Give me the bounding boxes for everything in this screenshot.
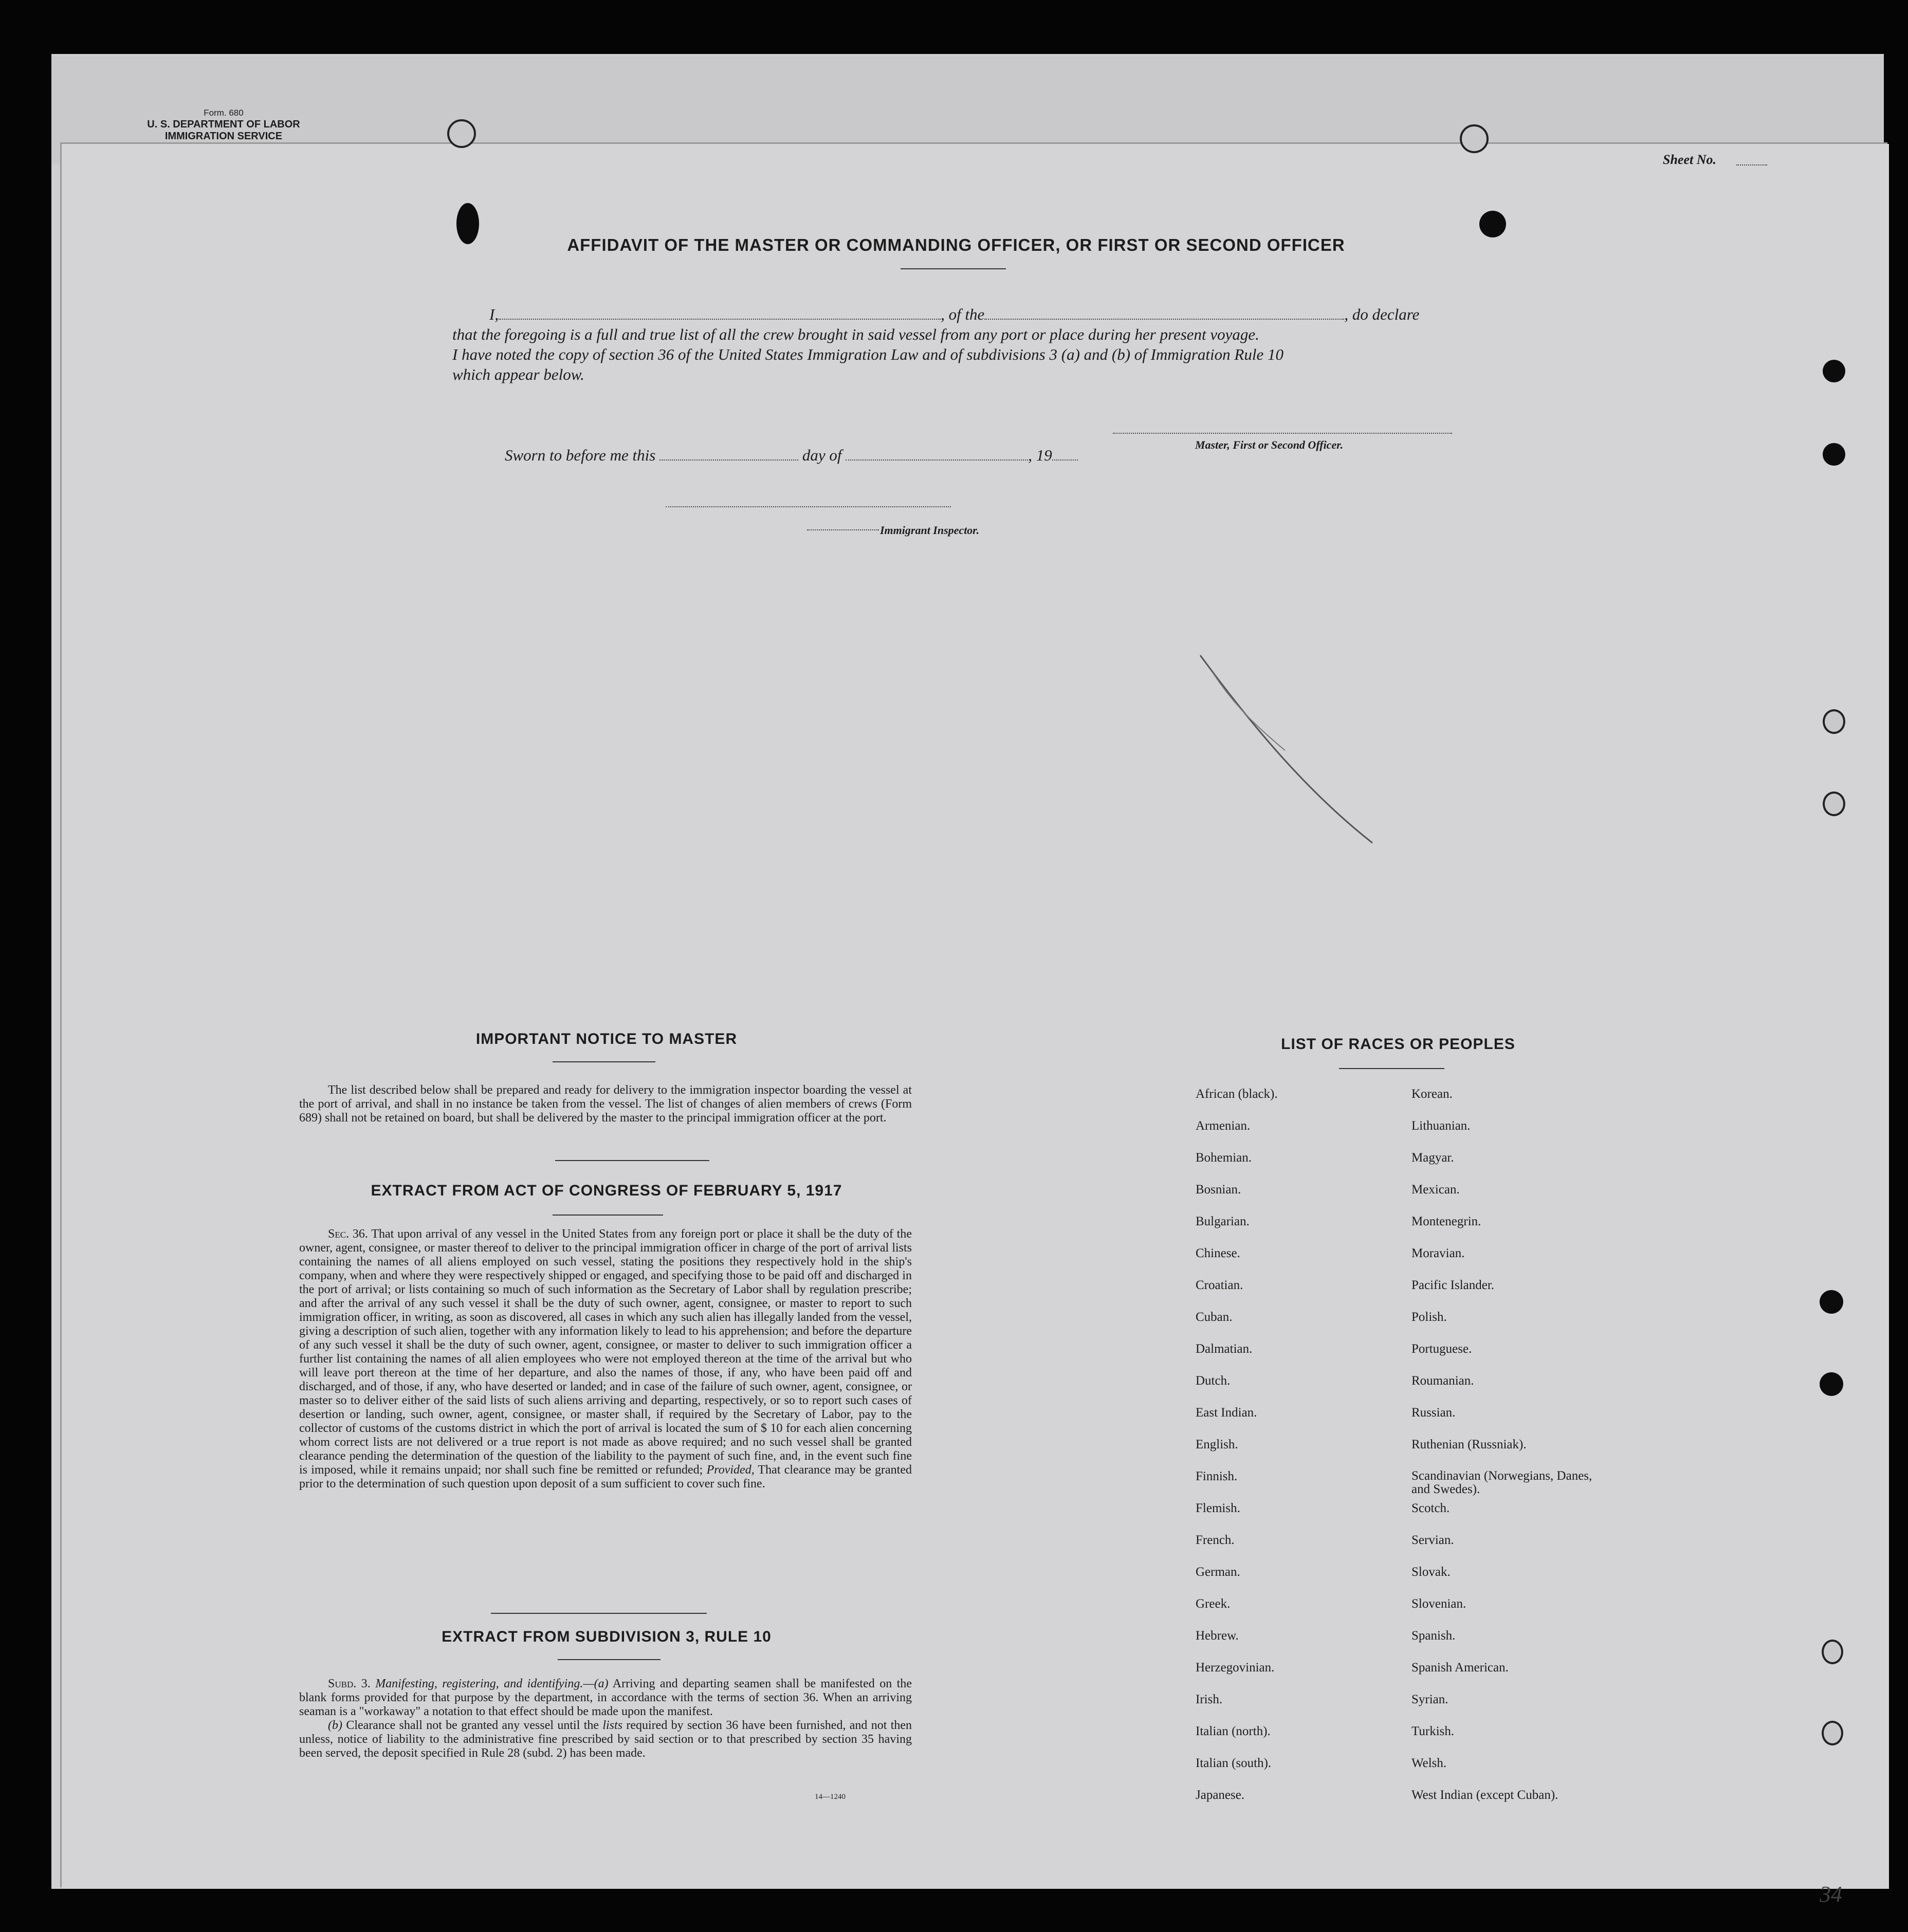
rule-b-text-1: Clearance shall not be granted any vessel until the	[346, 1719, 599, 1732]
sworn-day-label: day of	[802, 446, 842, 464]
rule-b-text-2: required by section 36 have been furnished, and not then unless, notice of liability to the administrative fine prescribed by said section or to that prescribed by section 35 having been served, the deposit specified in Rule 28 (subd. 2) has been made.	[299, 1719, 912, 1760]
race-row	[1196, 1565, 1597, 1597]
act-end-rule	[491, 1613, 707, 1614]
notice-end-rule	[555, 1160, 709, 1161]
race-left-item: Bosnian.	[1196, 1183, 1241, 1197]
race-left-item: English.	[1196, 1438, 1238, 1451]
act-extract-title: EXTRACT FROM ACT OF CONGRESS OF FEBRUARY 5, 1917	[371, 1182, 842, 1199]
race-row	[1196, 1342, 1597, 1374]
declare-of-label: , of the	[941, 305, 985, 323]
race-row	[1196, 1278, 1597, 1310]
act-divider	[553, 1215, 663, 1216]
race-left-item: French.	[1196, 1533, 1235, 1547]
race-row	[1196, 1533, 1597, 1565]
race-left-item: Greek.	[1196, 1597, 1231, 1611]
rule-extract-text	[299, 1677, 912, 1760]
race-right-item: Portuguese.	[1411, 1342, 1472, 1356]
rule-para-b	[299, 1719, 912, 1760]
race-left-item: Japanese.	[1196, 1788, 1245, 1802]
punch-hole-icon	[1479, 211, 1506, 237]
affidavit-declaration	[452, 304, 1455, 384]
race-right-item: Slovenian.	[1411, 1597, 1466, 1611]
notice-paragraph: The list described below shall be prepared and ready for delivery to the immigration inspector boarding the vessel at the port of arrival, and shall in no instance be taken from the vessel. The list of changes of alien members of crews (Form 689) shall not be retained on board, but shall be delivered by the master to the principal immigration officer at the port.	[299, 1083, 912, 1125]
race-right-item: West Indian (except Cuban).	[1411, 1788, 1558, 1802]
race-right-item: Spanish American.	[1411, 1661, 1509, 1675]
lists-word: lists	[602, 1719, 623, 1732]
race-right-item: Turkish.	[1411, 1724, 1455, 1738]
race-right-item: Welsh.	[1411, 1756, 1447, 1770]
affidavit-title: AFFIDAVIT OF THE MASTER OR COMMANDING OFFICER, OR FIRST OR SECOND OFFICER	[567, 235, 1345, 254]
race-row	[1196, 1183, 1597, 1215]
sworn-month-blank	[846, 459, 1028, 461]
race-right-item: Mexican.	[1411, 1183, 1460, 1197]
race-right-item: Scotch.	[1411, 1501, 1450, 1515]
race-right-item: Syrian.	[1411, 1692, 1448, 1706]
race-right-item: Moravian.	[1411, 1246, 1465, 1260]
race-left-item: African (black).	[1196, 1087, 1278, 1101]
provided-word: Provided,	[706, 1463, 755, 1477]
race-row	[1196, 1215, 1597, 1246]
title-divider	[901, 268, 1006, 269]
race-row	[1196, 1374, 1597, 1406]
sworn-prefix: Sworn to before me this	[505, 446, 656, 464]
race-left-item: Dalmatian.	[1196, 1342, 1253, 1356]
declare-i-label: I,	[489, 305, 499, 323]
race-left-item: Italian (north).	[1196, 1724, 1271, 1738]
race-left-item: Finnish.	[1196, 1469, 1238, 1483]
race-row	[1196, 1469, 1597, 1501]
form-header	[131, 107, 316, 142]
race-left-item: Flemish.	[1196, 1501, 1240, 1515]
subd-a-label: —(a)	[583, 1677, 609, 1690]
race-right-item: Polish.	[1411, 1310, 1447, 1324]
sworn-date-blank	[659, 459, 798, 461]
declare-end-label: , do declare	[1344, 305, 1420, 323]
race-left-item: Italian (south).	[1196, 1756, 1272, 1770]
act-text-part2: That clearance may be granted prior to the determination of such question upon deposit of a sum sufficient to cover such fine.	[299, 1463, 912, 1491]
punch-hole-ring-icon	[1822, 1721, 1843, 1745]
race-row	[1196, 1661, 1597, 1692]
b-label: (b)	[328, 1719, 342, 1732]
race-right-item: Magyar.	[1411, 1151, 1454, 1165]
officer-caption: Master, First or Second Officer.	[1195, 438, 1344, 451]
race-left-item: Hebrew.	[1196, 1629, 1239, 1643]
subd-label: Subd. 3.	[328, 1677, 371, 1690]
race-left-item: Herzegovinian.	[1196, 1661, 1275, 1675]
race-left-item: East Indian.	[1196, 1406, 1257, 1420]
punch-hole-ring-icon	[447, 119, 476, 148]
sheet-number-blank	[1736, 164, 1767, 165]
race-right-item: Spanish.	[1411, 1629, 1456, 1643]
notice-divider	[553, 1061, 655, 1062]
affidavit-body-line-1: that the foregoing is a full and true list of all the crew brought in said vessel from any port or place during her present voyage.	[452, 325, 1259, 343]
service-name: IMMIGRATION SERVICE	[164, 131, 283, 142]
act-extract-text	[299, 1227, 912, 1491]
race-left-item: Chinese.	[1196, 1246, 1240, 1260]
race-right-item: Montenegrin.	[1411, 1215, 1481, 1228]
punch-hole-ring-icon	[1823, 709, 1845, 734]
race-row	[1196, 1756, 1597, 1788]
punch-hole-icon	[1823, 360, 1845, 382]
race-left-item: Dutch.	[1196, 1374, 1231, 1388]
races-title: LIST OF RACES OR PEOPLES	[1281, 1036, 1515, 1053]
race-row	[1196, 1119, 1597, 1151]
race-right-item: Korean.	[1411, 1087, 1453, 1101]
race-right-item: Ruthenian (Russniak).	[1411, 1438, 1527, 1451]
sworn-line	[505, 445, 1078, 465]
form-number: Form. 680	[204, 108, 244, 118]
race-row	[1196, 1151, 1597, 1183]
act-text-part1: That upon arrival of any vessel in the United States from any foreign port or place it shall be the duty of the owner, agent, consignee, or master thereof to deliver to the principal immigration officer in charge of the port of arrival lists containing the names of all aliens employed on such vessel, stating the positions they respectively hold in the ship's company, when and where they were respectively shipped or engaged, and specifying those to be paid off and discharged in the port of arrival; or lists containing so much of such information as the Secretary of Labor shall by regulation prescribe; and after the arrival of any such vessel it shall be the duty of such owner, agent, consignee, or master to report to such immigration officer, in writing, as soon as discovered, all cases in which any such alien has illegally landed from the vessel, giving a description of such alien, together with any information likely to lead to his apprehension; and before the departure of any such vessel it shall be the duty of such owner, agent, consignee, or master to deliver to such immigration officer a further list containing the names of all alien employees who were not employed thereon at the time of the arrival but who will leave port thereon at the time of her departure, and also the names of those, if any, who have been paid off and discharged, and of those, if any, who have deserted or landed; and in case of the failure of such owner, agent, consignee, or master so to deliver either of the said lists of such aliens arriving and departing, respectively, or so to report such cases of desertion or landing, such owner, agent, consignee, or master shall, if required by the Secretary of Labor, pay to the collector of customs of the customs district in which the port of arrival is located the sum of $ 10 for each alien concerning whom correct lists are not delivered or a true report is not made as above required; and no such vessel shall be granted clearance pending the determination of the question of the liability to the payment of such fine, and, in the event such fine is imposed, while it remains unpaid; nor shall such fine be remitted or refunded;	[299, 1227, 912, 1477]
name-blank	[499, 318, 941, 320]
pen-stroke-mark	[1198, 653, 1378, 848]
rule-a-text: Arriving and departing seamen shall be manifested on the blank forms provided for that purpose by the department, in accordance with the terms of section 36. When an arriving seaman is a "workaway" a notation to that effect should be made upon the manifest.	[299, 1677, 912, 1718]
race-left-item: German.	[1196, 1565, 1240, 1579]
print-code: 14—1240	[815, 1793, 846, 1801]
affidavit-body-line-3: which appear below.	[452, 365, 584, 383]
race-left-item: Cuban.	[1196, 1310, 1233, 1324]
race-left-item: Armenian.	[1196, 1119, 1251, 1133]
subd-heading: Manifesting, registering, and identifying.	[375, 1677, 583, 1690]
race-row	[1196, 1724, 1597, 1756]
inspector-dots	[807, 529, 879, 530]
punch-hole-ring-icon	[1823, 792, 1845, 816]
race-row	[1196, 1406, 1597, 1438]
race-right-item: Slovak.	[1411, 1565, 1451, 1579]
punch-hole-icon	[1820, 1290, 1843, 1314]
race-row	[1196, 1310, 1597, 1342]
margin-page-note: 34	[1820, 1882, 1842, 1907]
race-row	[1196, 1629, 1597, 1661]
race-row	[1196, 1597, 1597, 1629]
race-right-item: Servian.	[1411, 1533, 1454, 1547]
race-right-item: Lithuanian.	[1411, 1119, 1471, 1133]
act-paragraph	[299, 1227, 912, 1491]
punch-hole-icon	[456, 203, 479, 244]
race-left-item: Irish.	[1196, 1692, 1223, 1706]
races-table	[1196, 1087, 1597, 1820]
sheet-number-label: Sheet No.	[1663, 152, 1716, 167]
race-row	[1196, 1788, 1597, 1820]
race-left-item: Bulgarian.	[1196, 1215, 1250, 1228]
race-row	[1196, 1438, 1597, 1469]
front-sheet	[62, 144, 1889, 1889]
punch-hole-icon	[1820, 1372, 1843, 1396]
inspector-caption: Immigrant Inspector.	[880, 524, 980, 537]
punch-hole-ring-icon	[1822, 1640, 1843, 1664]
race-right-item: Russian.	[1411, 1406, 1456, 1420]
sworn-year-label: , 19	[1028, 446, 1052, 464]
punch-hole-icon	[1823, 443, 1845, 466]
department-name: U. S. DEPARTMENT OF LABOR	[147, 119, 300, 130]
race-left-item: Croatian.	[1196, 1278, 1243, 1292]
race-row	[1196, 1692, 1597, 1724]
race-left-item: Bohemian.	[1196, 1151, 1252, 1165]
race-row	[1196, 1246, 1597, 1278]
rule-divider	[558, 1659, 661, 1660]
sec-label: Sec. 36.	[328, 1227, 368, 1241]
punch-hole-ring-icon	[1460, 124, 1489, 153]
races-divider	[1339, 1068, 1444, 1069]
race-row	[1196, 1087, 1597, 1119]
vessel-blank	[984, 318, 1344, 320]
rule-extract-title: EXTRACT FROM SUBDIVISION 3, RULE 10	[442, 1628, 772, 1645]
inspector-signature-line	[666, 506, 951, 507]
race-right-item: Scandinavian (Norwegians, Danes, and Swedes).	[1411, 1469, 1592, 1496]
affidavit-body-line-2: I have noted the copy of section 36 of the United States Immigration Law and of subdivisions 3 (a) and (b) of Immigration Rule 10	[452, 345, 1283, 363]
race-right-item: Roumanian.	[1411, 1374, 1474, 1388]
rule-para-a	[299, 1677, 912, 1719]
notice-title: IMPORTANT NOTICE TO MASTER	[475, 1031, 738, 1047]
race-right-item: Pacific Islander.	[1411, 1278, 1495, 1292]
sworn-year-blank	[1052, 459, 1078, 461]
notice-text	[299, 1083, 912, 1125]
officer-signature-line	[1113, 433, 1452, 434]
race-row	[1196, 1501, 1597, 1533]
